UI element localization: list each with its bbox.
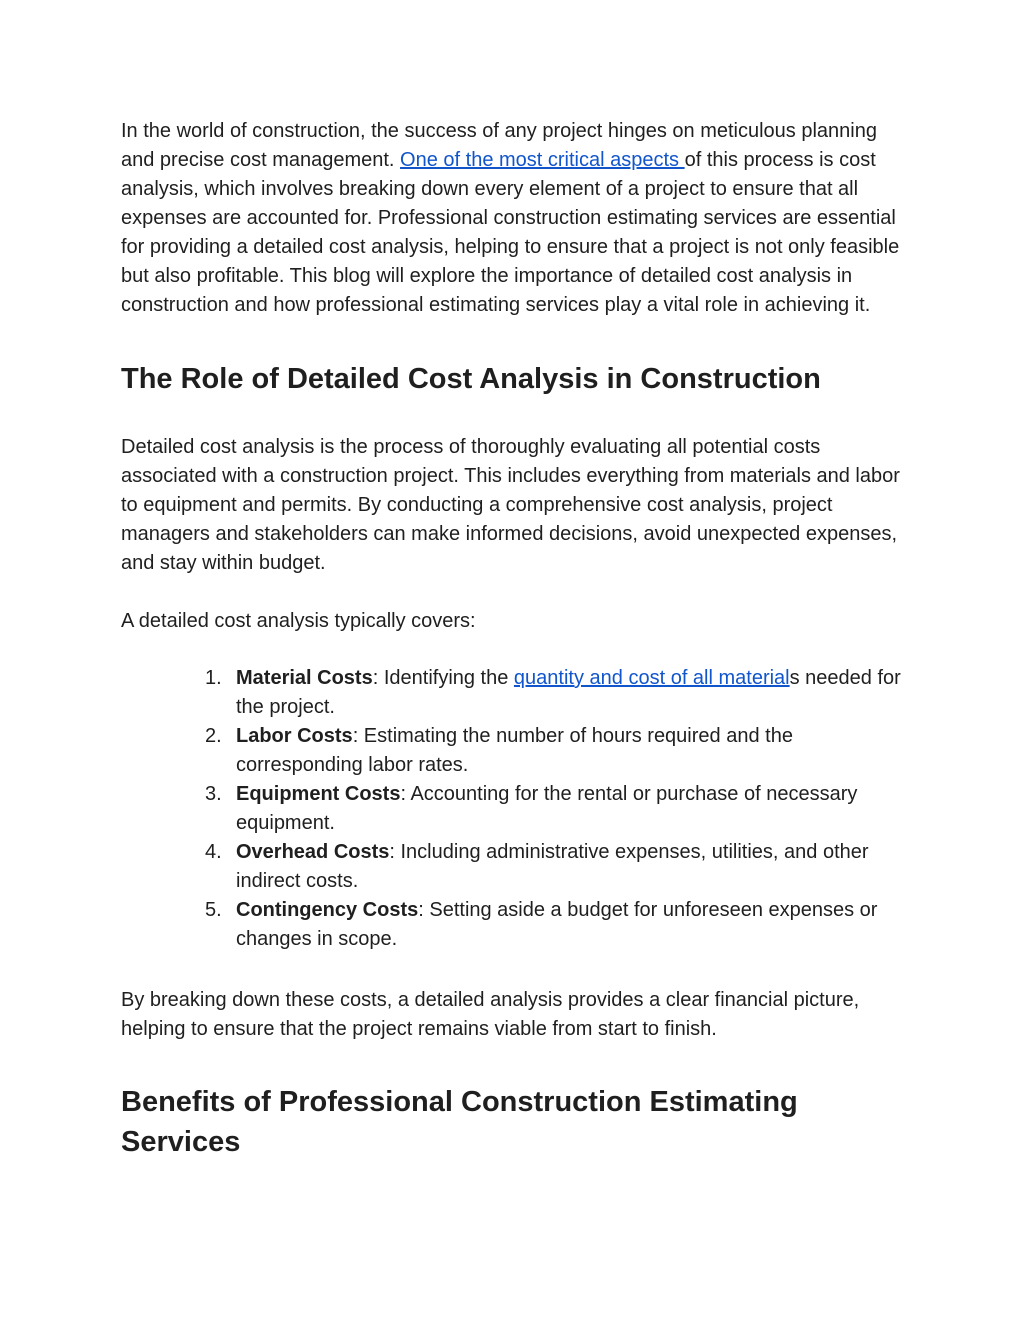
list-term: Equipment Costs xyxy=(236,783,401,805)
list-item xyxy=(121,664,911,722)
intro-text-end: of this process is cost analysis, which involves breaking down every element of a project to ensure that all expenses are accounted for. Professional construction estimating services are essential for providing a detailed cost analysis, helping to ensure that a project is not only feasible but also profitable. This blog will explore the importance of detailed cost analysis in construction and how professional estimating services play a vital role in achieving it. xyxy=(121,149,900,316)
cost-categories-list xyxy=(121,664,911,954)
heading-benefits: Benefits of Professional Construction Estimating Services xyxy=(121,1086,798,1158)
list-number: 1. xyxy=(205,667,222,689)
list-number: 2. xyxy=(205,725,222,747)
summary-paragraph: By breaking down these costs, a detailed analysis provides a clear financial picture, helping to ensure that the project remains viable from start to finish. xyxy=(121,989,860,1040)
list-number: 5. xyxy=(205,899,222,921)
list-item xyxy=(121,896,911,954)
document-body xyxy=(121,117,911,1162)
list-term: Contingency Costs xyxy=(236,899,419,921)
intro-text-start: In the world of construction, the success of any project hinges on meticulous planning and precise cost management. xyxy=(121,120,877,171)
role-paragraph: Detailed cost analysis is the process of thoroughly evaluating all potential costs associated with a construction project. This includes everything from materials and labor to equipment and permits. By conducting a comprehensive cost analysis, project managers and stakeholders can make informed decisions, avoid unexpected expenses, and stay within budget. xyxy=(121,436,900,574)
list-number: 3. xyxy=(205,783,222,805)
critical-aspects-link[interactable]: One of the most critical aspects xyxy=(400,149,685,171)
materials-link[interactable]: quantity and cost of all material xyxy=(513,667,790,689)
list-term: Labor Costs xyxy=(236,725,353,747)
heading-role-of-cost-analysis: The Role of Detailed Cost Analysis in Construction xyxy=(121,363,821,395)
list-text: : Accounting for the rental or purchase of necessary equipment. xyxy=(236,783,858,834)
list-item xyxy=(121,780,911,838)
list-text: : Identifying the xyxy=(372,667,514,689)
list-term: Material Costs xyxy=(236,667,373,689)
covers-intro: A detailed cost analysis typically covers: xyxy=(121,610,476,632)
list-number: 4. xyxy=(205,841,222,863)
intro-paragraph xyxy=(121,117,911,320)
list-text: : Estimating the number of hours required and the corresponding labor rates. xyxy=(236,725,793,776)
list-text: s needed for the project. xyxy=(236,667,901,718)
list-term: Overhead Costs xyxy=(236,841,390,863)
list-item xyxy=(121,838,911,896)
list-text: : Including administrative expenses, utilities, and other indirect costs. xyxy=(236,841,869,892)
list-item xyxy=(121,722,911,780)
list-text: : Setting aside a budget for unforeseen expenses or changes in scope. xyxy=(236,899,878,950)
